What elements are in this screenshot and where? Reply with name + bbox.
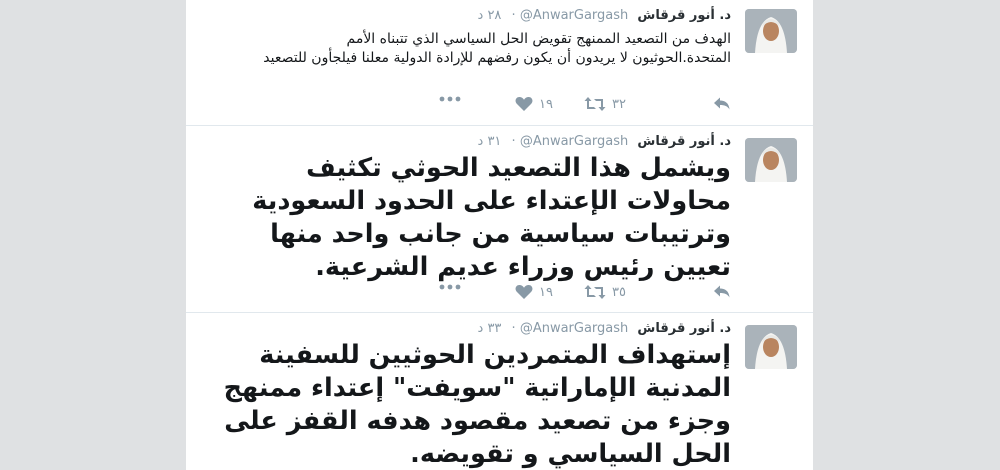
author-handle[interactable]: @AnwarGargash [519,321,629,336]
avatar[interactable] [745,9,797,53]
like-count: ١٩ [539,284,553,300]
tweet-header: د. أنور قرقاش @AnwarGargash · ٢٨ د [477,8,731,23]
retweet-button[interactable] [584,96,626,112]
retweet-count: ٣٥ [612,284,626,300]
author-name[interactable]: د. أنور قرقاش [637,321,731,336]
timestamp[interactable]: ٣١ د [477,134,502,149]
retweet-icon [584,96,606,112]
tweet-text: ويشمل هذا التصعيد الحوثي تكثيف محاولات الإعتداء على الحدود السعودية وترتيبات سياسية من جانب واحد منها تعيين رئيس وزراء عديم الشرعية. [252,153,731,282]
like-button[interactable] [515,96,553,112]
reply-icon [713,96,731,112]
tweet-header: د. أنور قرقاش @AnwarGargash · ٣٣ د [477,321,731,336]
more-button[interactable] [439,284,461,290]
tweet-text: إستهداف المتمردين الحوثيين للسفينة المدنية الإماراتية "سويفت" إعتداء ممنهج وجزء من تصعيد مقصود هدفه القفز على الحل السياسي و تقويضه. [223,340,731,469]
author-name[interactable]: د. أنور قرقاش [637,8,731,23]
timeline [186,0,813,470]
heart-icon [515,284,533,300]
avatar[interactable] [745,138,797,182]
like-count: ١٩ [539,96,553,112]
tweet-text: الهدف من التصعيد الممنهج تقويض الحل السياسي الذي تتبناه الأمم المتحدة.الحوثيون لا يريدون أن يكون رفضهم للإرادة الدولية معلنا فيلجأون للتصعيد [263,31,731,66]
timestamp[interactable]: ٣٣ د [477,321,502,336]
author-handle[interactable]: @AnwarGargash [519,134,629,149]
timestamp[interactable]: ٢٨ د [477,8,502,23]
like-button[interactable] [515,284,553,300]
tweet[interactable] [186,312,813,470]
heart-icon [515,96,533,112]
tweet-actions [276,284,731,304]
tweet-actions [276,96,731,116]
retweet-icon [584,284,606,300]
reply-icon [713,284,731,300]
author-handle[interactable]: @AnwarGargash [519,8,629,23]
retweet-button[interactable] [584,284,626,300]
more-button[interactable] [439,96,461,102]
tweet-header: د. أنور قرقاش @AnwarGargash · ٣١ د [477,134,731,149]
reply-button[interactable] [713,96,731,112]
more-dots-icon [439,284,461,290]
tweet[interactable] [186,0,813,124]
more-dots-icon [439,96,461,102]
reply-button[interactable] [713,284,731,300]
avatar[interactable] [745,325,797,369]
retweet-count: ٣٢ [612,96,626,112]
author-name[interactable]: د. أنور قرقاش [637,134,731,149]
tweet[interactable] [186,125,813,312]
